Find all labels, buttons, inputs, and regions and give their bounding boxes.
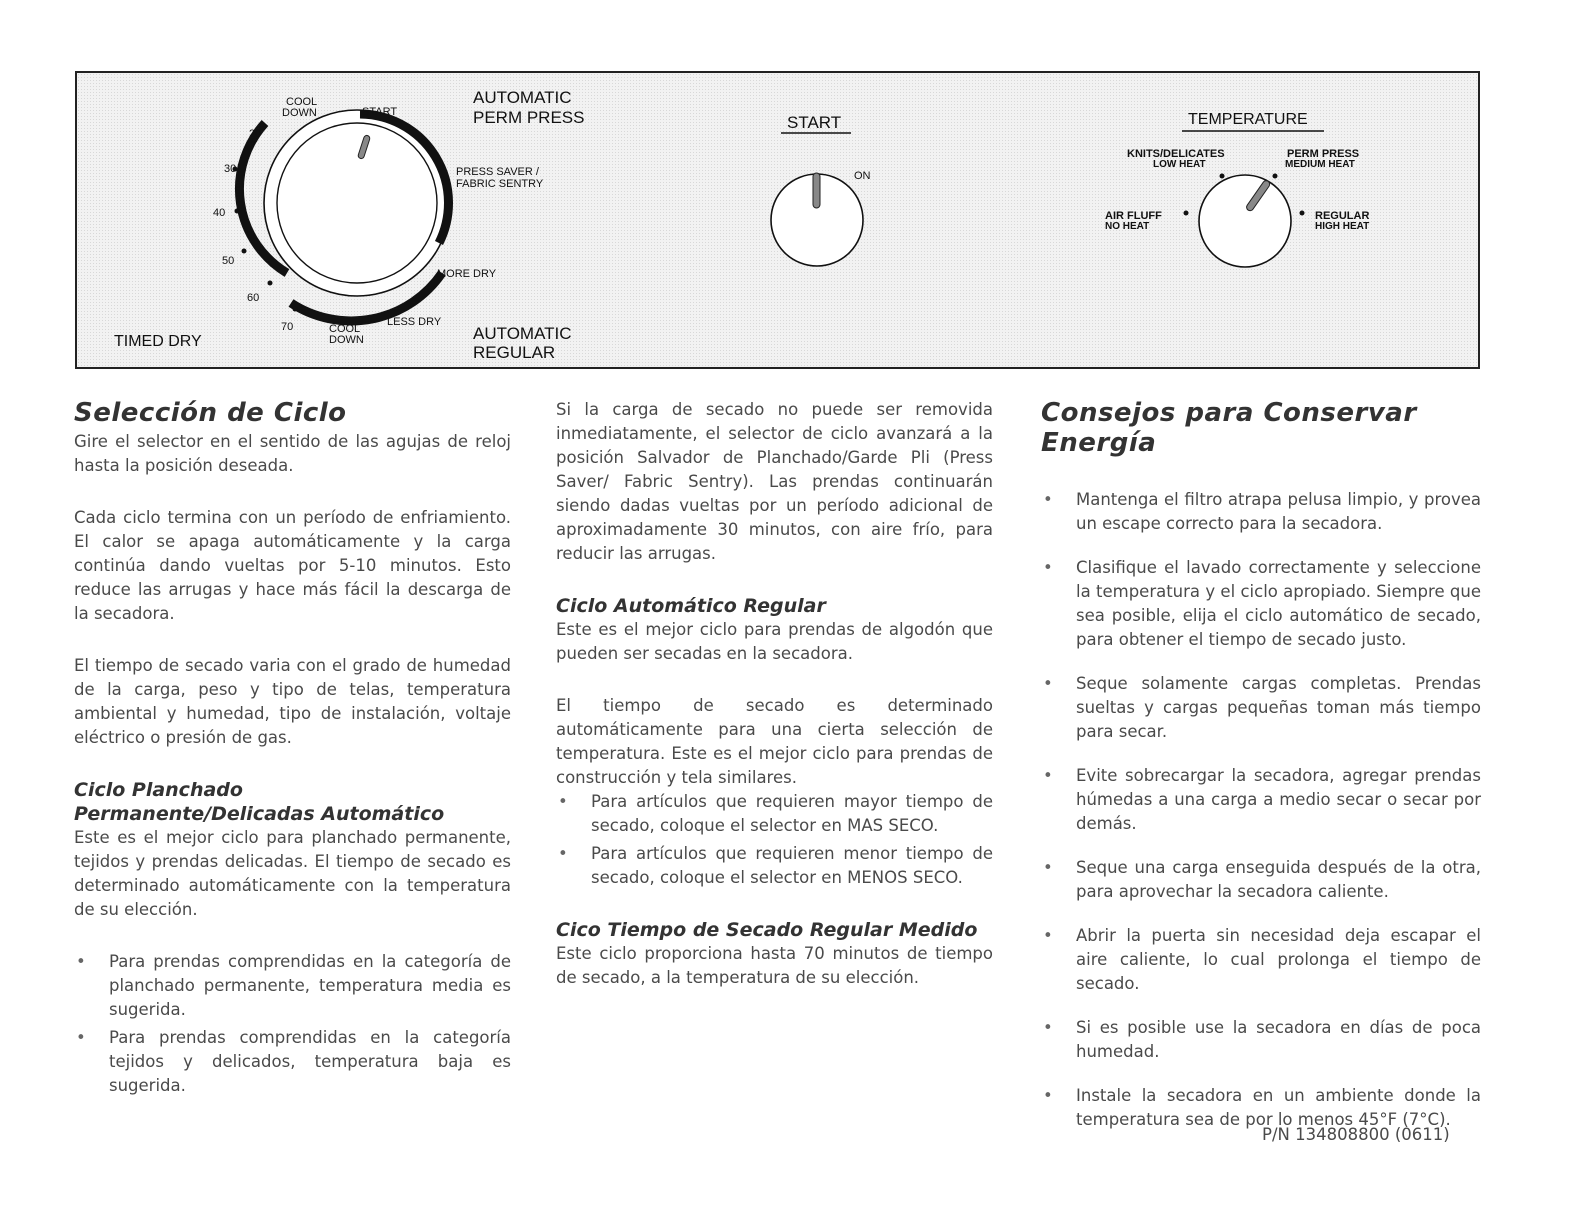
- time-50-label: 50: [222, 255, 235, 267]
- time-60-label: 60: [247, 292, 260, 304]
- bullet-list: [556, 790, 993, 890]
- knits-delicates-label: KNITS/DELICATES: [1127, 148, 1225, 160]
- cool-down-bottom-label: COOL: [329, 323, 361, 335]
- paragraph: Este ciclo proporciona hasta 70 minutos de tiempo de secado, a la temperatura de su elección.: [556, 944, 993, 987]
- svg-text:NO HEAT: NO HEAT: [1105, 221, 1150, 232]
- part-number: P/N 134808800 (0611): [1262, 1125, 1450, 1144]
- list-item: • Para prendas comprendidas en la categoría tejidos y delicados, temperatura baja es sugerida.: [74, 1026, 511, 1098]
- svg-text:LOW HEAT: LOW HEAT: [1153, 159, 1206, 170]
- list-item: • Seque solamente cargas completas. Prendas sueltas y cargas pequeñas toman más tiempo para secar.: [1041, 672, 1481, 744]
- bullet-list: [74, 950, 511, 1098]
- list-item: • Evite sobrecargar la secadora, agregar prendas húmedas a una carga a medio secar o secar por demás.: [1041, 764, 1481, 836]
- subsection-title-planchado: Ciclo Planchado Permanente/Delicadas Automático: [74, 779, 445, 825]
- column-seleccion-de-ciclo: [74, 398, 511, 1098]
- subsection-title-tiempo-secado: Cico Tiempo de Secado Regular Medido: [556, 919, 978, 941]
- list-item: • Mantenga el filtro atrapa pelusa limpio, y provea un escape correcto para la secadora.: [1041, 488, 1481, 536]
- paragraph: El tiempo de secado varia con el grado de humedad de la carga, peso y tipo de telas, temperatura ambiental y humedad, tipo de instalación, voltaje eléctrico o presión de gas.: [74, 656, 511, 747]
- list-item: • Si es posible use la secadora en días de poca humedad.: [1041, 1016, 1481, 1064]
- cool-down-top-label: COOL: [286, 96, 318, 108]
- paragraph: El tiempo de secado es determinado automáticamente para una cierta selección de temperatura. Este es el mejor ciclo para prendas de construcción y tela similares.: [556, 696, 993, 787]
- automatic-perm-press-label: AUTOMATIC: [473, 88, 572, 107]
- subsection-title-automatico-regular: Ciclo Automático Regular: [556, 595, 826, 617]
- timed-dry-label: TIMED DRY: [114, 333, 202, 350]
- column-ciclos: [556, 398, 993, 990]
- svg-text:REGULAR: REGULAR: [473, 343, 556, 362]
- press-saver-label: PRESS SAVER /: [456, 166, 539, 178]
- paragraph: Este es el mejor ciclo para prendas de algodón que pueden ser secadas en la secadora.: [556, 620, 993, 663]
- list-item: • Seque una carga enseguida después de la otra, para aprovechar la secadora caliente.: [1041, 856, 1481, 904]
- svg-text:PERM PRESS: PERM PRESS: [473, 108, 585, 127]
- svg-text:FABRIC SENTRY: FABRIC SENTRY: [456, 178, 544, 190]
- list-item: • Clasifique el lavado correctamente y seleccione la temperatura y el ciclo apropiado. Siempre que sea posible, elija el ciclo automático de secado, para obtener el tiempo de secado justo.: [1041, 556, 1481, 652]
- svg-text:HIGH HEAT: HIGH HEAT: [1315, 221, 1370, 232]
- paragraph: Cada ciclo termina con un período de enfriamiento. El calor se apaga automáticamente y la carga continúa dando vueltas por 5-10 minutos. Esto reduce las arrugas y hace más fácil la descarga de la secadora.: [74, 508, 511, 623]
- temperature-knob[interactable]: [1199, 175, 1291, 267]
- more-dry-label: MORE DRY: [437, 268, 497, 280]
- control-panel-diagram: [75, 71, 1480, 369]
- paragraph: Este es el mejor ciclo para planchado permanente, tejidos y prendas delicadas. El tiempo de secado es determinado automáticamente con la temperatura de su elección.: [74, 828, 511, 919]
- list-item: • Instale la secadora en un ambiente donde la temperatura sea de por lo menos 45°F (7°C).: [1041, 1084, 1481, 1132]
- svg-text:DOWN: DOWN: [282, 107, 317, 119]
- svg-text:DOWN: DOWN: [329, 334, 364, 346]
- time-20-label: 20: [249, 128, 262, 140]
- start-knob[interactable]: [771, 173, 863, 266]
- regular-label: REGULAR: [1315, 210, 1370, 222]
- time-40-label: 40: [213, 207, 226, 219]
- temperature-title: TEMPERATURE: [1188, 111, 1308, 128]
- paragraph: Si la carga de secado no puede ser removida inmediatamente, el selector de ciclo avanzará a la posición Salvador de Planchado/Garde Pli (Press Saver/ Fabric Sentry). Las prendas continuarán siendo dadas vueltas por un período adicional de aproximadamente 30 minutos, con aire frío, para reducir las arrugas.: [556, 400, 993, 563]
- start-knob-title: START: [787, 113, 842, 132]
- energy-tips-list: [1041, 488, 1481, 1132]
- column-consejos-energia: [1041, 398, 1481, 1132]
- section-title-seleccion: Selección de Ciclo: [74, 398, 347, 428]
- automatic-regular-label: AUTOMATIC: [473, 324, 572, 343]
- list-item: • Abrir la puerta sin necesidad deja escapar el aire caliente, lo cual prolonga el tiempo de secado.: [1041, 924, 1481, 996]
- paragraph: Gire el selector en el sentido de las agujas de reloj hasta la posición deseada.: [74, 432, 511, 475]
- start-knob-pointer: [813, 173, 820, 208]
- section-title-consejos: Consejos para Conservar Energía: [1041, 398, 1417, 458]
- control-panel-svg: [77, 73, 1478, 367]
- time-70-label: 70: [281, 321, 294, 333]
- list-item: • Para artículos que requieren mayor tiempo de secado, coloque el selector en MAS SECO.: [556, 790, 993, 838]
- start-position-label: START: [362, 106, 398, 118]
- less-dry-label: LESS DRY: [387, 316, 442, 328]
- start-on-label: ON: [854, 170, 871, 182]
- air-fluff-label: AIR FLUFF: [1105, 210, 1162, 222]
- svg-text:MEDIUM HEAT: MEDIUM HEAT: [1285, 159, 1355, 170]
- cycle-selector-dial[interactable]: [233, 110, 451, 321]
- list-item: • Para prendas comprendidas en la categoría de planchado permanente, temperatura media es sugerida.: [74, 950, 511, 1022]
- time-30-label: 30: [224, 163, 237, 175]
- perm-press-label: PERM PRESS: [1287, 148, 1360, 160]
- list-item: • Para artículos que requieren menor tiempo de secado, coloque el selector en MENOS SECO.: [556, 842, 993, 890]
